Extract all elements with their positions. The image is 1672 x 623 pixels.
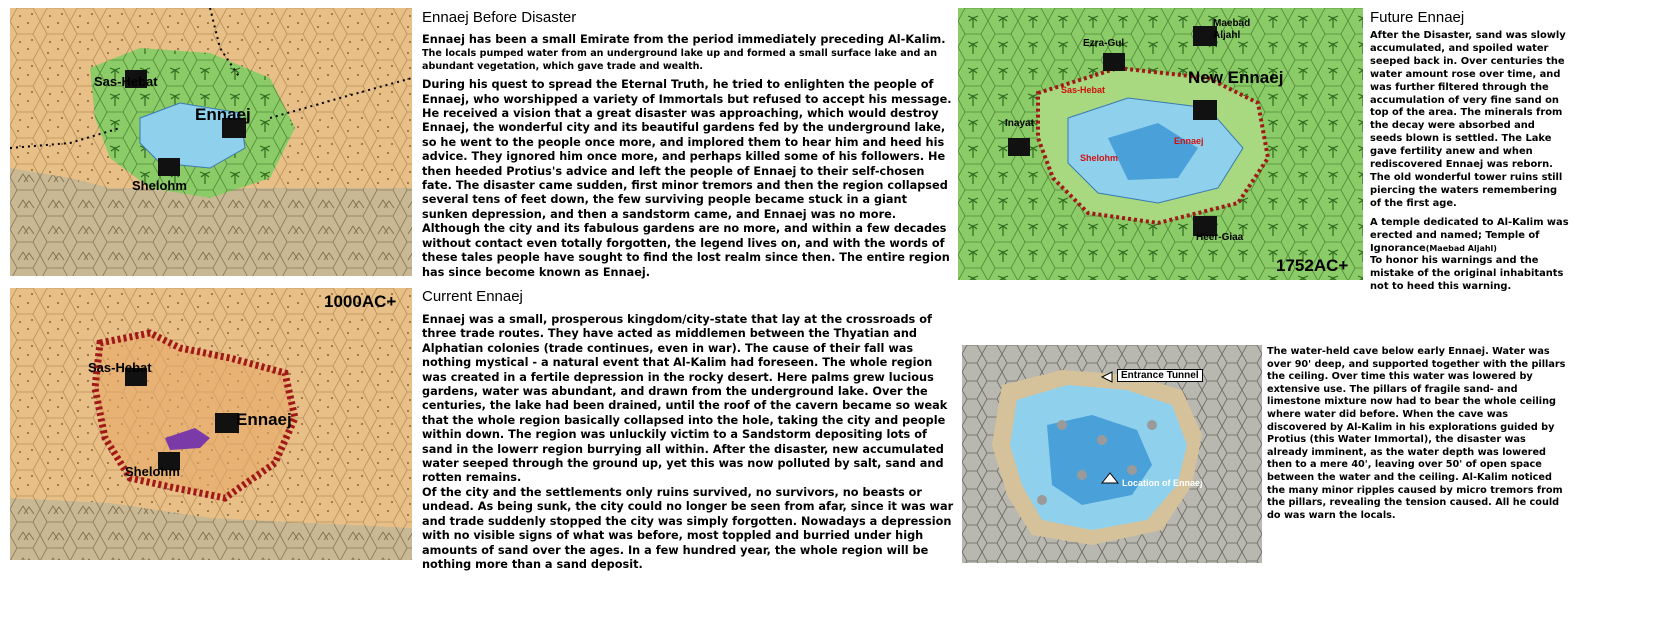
future-para-3: To honor his warnings and the mistake of the original inhabitants not to heed this warning. bbox=[1370, 255, 1564, 293]
label-maebad: Maebad Aljahl bbox=[1213, 18, 1251, 41]
label-sas-hebat: Sas-Hebat bbox=[88, 360, 152, 375]
label-entrance-tunnel: Entrance Tunnel bbox=[1117, 369, 1203, 382]
label-year-1752: 1752AC+ bbox=[1276, 256, 1349, 275]
title-before-disaster: Ennaej Before Disaster bbox=[422, 9, 577, 26]
label-ennaej-future: Ennaej bbox=[1174, 136, 1204, 146]
before-para-2: The locals pumped water from an underground lake up and formed a small surface lake and an abundant vegetation, which gave trade and wealth. bbox=[422, 48, 938, 72]
future-para-2-sub: (Maebad Aljahl) bbox=[1425, 243, 1497, 253]
label-location-ennaej: Location of Ennaej bbox=[1122, 478, 1203, 488]
map-future bbox=[958, 8, 1363, 280]
section-cave bbox=[1267, 346, 1567, 522]
future-para-2-text: A temple dedicated to Al-Kalim was erected and named; Temple of Ignorance bbox=[1370, 216, 1569, 254]
label-inayat: Inayat bbox=[1005, 118, 1034, 129]
label-shelohm: Shelohm bbox=[125, 464, 180, 479]
future-para-1: After the Disaster, sand was slowly accumulated, and spoiled water seeped back in. Over centuries the water amount rose over time, and was further filtered through the accumulation of very fine sand on top of the area. The minerals from the decay were absorbed and seeds blown is settled. The Lake gave fertility anew and when rediscovered Ennaej was reborn. The old wonderful tower ruins still piercing the waters remembering of the first age. bbox=[1370, 30, 1566, 209]
map-before-disaster bbox=[10, 8, 412, 276]
label-new-ennaej: New Ennaej bbox=[1188, 68, 1284, 87]
label-ennaej: Ennaej bbox=[195, 105, 251, 124]
cave-para: The water-held cave below early Ennaej. Water was over 90' deep, and supported together with the pillars the ceiling. Over time this water was lowered by extensive use. The pillars of fragile sand- and limestone mixture now had to bear the whole ceiling where water did before. When the cave was discovered by Al-Kalim in his explorations guided by Protius (this Water Immortal), the disaster was already imminent, as the water depth was lowered then to a mere 40', leaving over 50' of open space between the water and the ceiling. Al-Kalim noticed the many minor ripples caused by micro tremors from the pillars, revealing the tension caused. All he could do was warn the locals. bbox=[1267, 346, 1566, 521]
before-para-1: Ennaej has been a small Emirate from the period immediately preceding Al-Kalim. bbox=[422, 33, 946, 46]
section-before bbox=[422, 9, 952, 280]
label-shelohm-future: Shelohm bbox=[1080, 153, 1119, 163]
map-cave bbox=[962, 345, 1262, 563]
label-sas-hebat: Sas-Hebat bbox=[94, 74, 158, 89]
future-para-2 bbox=[1370, 217, 1570, 256]
before-para-3: During his quest to spread the Eternal Truth, he tried to enlighten the people of Ennaej, who worshipped a variety of Immortals but refused to accept his message. He received a vision that a great disaster was approaching, which would destroy Ennaej, the wonderful city and its beautiful gardens fed by the underground lake, so he went to the people once more, and implored them to hear him and heed his advice. They ignored him once more, and perhaps killed some of his followers. He then heeded Protius's advice and left the people of Ennaej to their self-chosen fate. The disaster came sudden, first minor tremors and then the region collapsed several tens of feet down, the few surviving people became stuck in a giant sunken depression, and then a sandstorm came, and Ennaej was no more. Although the city and its fabulous gardens are no more, and within a few decades without contact even totally forgotten, the legend lives on, and with the words of these tales people have sought to find the lost realm since then. The entire region has since become known as Ennaej. bbox=[422, 78, 952, 279]
label-heer-giaa: Heer-Giaa bbox=[1196, 232, 1244, 243]
title-current: Current Ennaej bbox=[422, 288, 523, 305]
title-future: Future Ennaej bbox=[1370, 9, 1465, 26]
label-sas-hebat-future: Sas-Hebat bbox=[1061, 85, 1106, 95]
label-ennaej: Ennaej bbox=[236, 410, 292, 429]
label-year-1000: 1000AC+ bbox=[324, 292, 397, 311]
section-current bbox=[422, 288, 954, 572]
map-current bbox=[10, 288, 412, 560]
label-shelohm: Shelohm bbox=[132, 178, 187, 193]
section-future bbox=[1370, 9, 1668, 294]
current-para-2: Of the city and the settlements only ruins survived, no survivors, no beasts or undead. As being sunk, the city could no longer be seen from afar, since it was war and trade suddenly stopped the city was simply forgotten. Nowadays a depression with no visible signs of what was before, most toppled and burried under high amounts of sand over the ages. In a few hundred year, the whole region will be nothing more than a sand deposit. bbox=[422, 485, 954, 571]
label-ezra-gul: Ezra-Gul bbox=[1083, 38, 1125, 49]
current-para-1: Ennaej was a small, prosperous kingdom/city-state that lay at the crossroads of three trade routes. They have acted as middlemen between the Thyatian and Alphatian colonies (trade continues, even in war). The cause of their fall was nothing mystical - a natural event that Al-Kalim had foreseen. The whole region was created in a fertile depression in the rocky desert. Here palms grew lucious gardens, water was abundant, and drawn from the underground lake. Over the centuries, the lake had been drained, until the roof of the cavern became so weak that the whole region basically collapsed into the hole, taking the city and people within down. The region was unluckily victim to a Sandstorm depositing lots of sand in the lowerr region burrying all within. After the disaster, new accumulated water seeped through the ground up, yet this was now polluted by salt, sand and rotten remains. bbox=[422, 313, 948, 485]
